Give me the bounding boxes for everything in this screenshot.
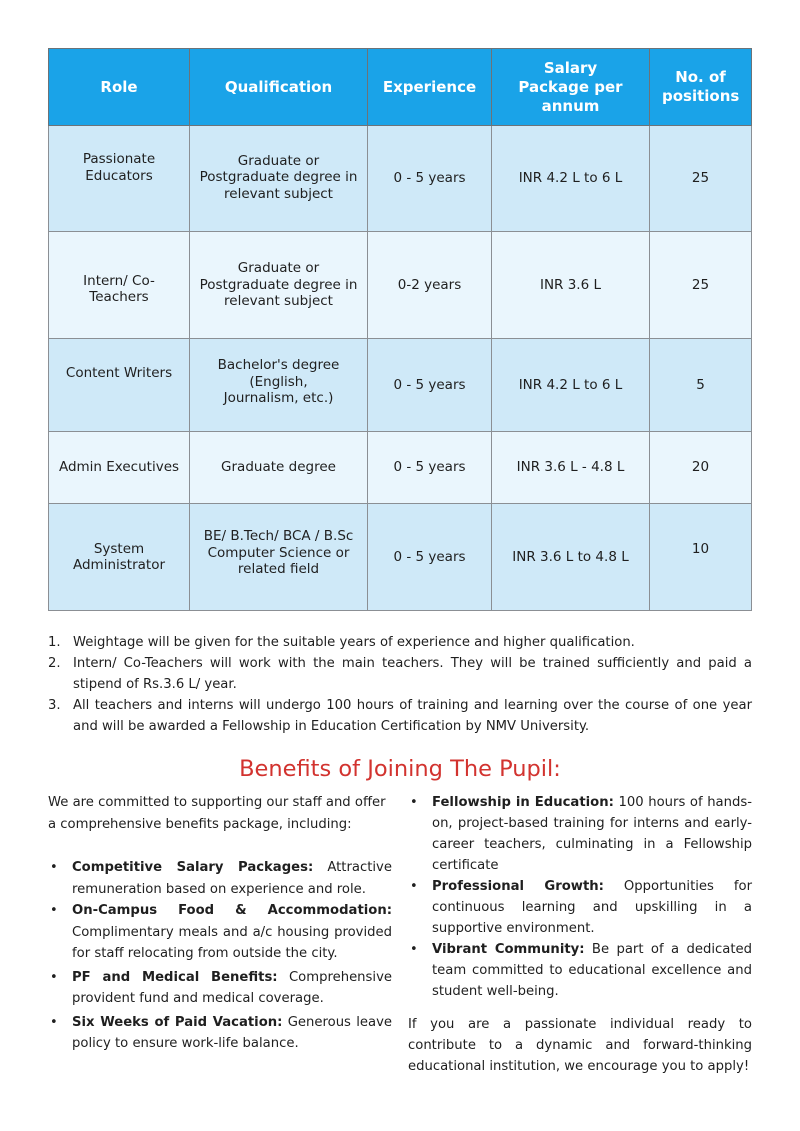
role-cell: Passionate Educators: [49, 126, 190, 232]
experience-cell: 0 - 5 years: [368, 339, 492, 432]
benefit-item: [48, 857, 392, 900]
benefits-list-right: [408, 792, 752, 1002]
header-positions: No. of positions: [650, 49, 752, 126]
positions-table: [48, 48, 752, 611]
benefit-label: Six Weeks of Paid Vacation:: [72, 1014, 283, 1030]
benefit-label: Professional Growth:: [432, 879, 604, 894]
benefit-label: Vibrant Community:: [432, 942, 585, 957]
table-row: [49, 232, 752, 339]
benefit-label: On-Campus Food & Accommodation:: [72, 903, 392, 918]
benefit-label: PF and Medical Benefits:: [72, 969, 278, 985]
bullet-icon: •: [410, 879, 418, 894]
note-text: Weightage will be given for the suitable years of experience and higher qualification.: [73, 635, 635, 650]
bullet-icon: •: [410, 942, 418, 957]
benefit-text: 100 hours of hands-on, project-based training for interns and early-career teachers, culminating in a Fellowship certificate: [432, 795, 752, 873]
qualification-cell: Graduate or Postgraduate degree in relevant subject: [190, 232, 368, 339]
bullet-icon: •: [50, 969, 58, 985]
benefits-right-column: [408, 792, 752, 1077]
benefit-text: Comprehensive provident fund and medical coverage.: [72, 969, 392, 1006]
header-experience: Experience: [368, 49, 492, 126]
benefits-heading: Benefits of Joining The Pupil:: [239, 756, 561, 782]
benefit-item: [408, 792, 752, 876]
benefit-label: Competitive Salary Packages:: [72, 860, 314, 875]
bullet-icon: •: [50, 903, 58, 918]
header-salary: Salary Package per annum: [492, 49, 650, 126]
benefit-text: Be part of a dedicated team committed to educational excellence and student well-being.: [432, 942, 752, 999]
note-item: [48, 695, 752, 737]
benefit-text: Generous leave policy to ensure work-life balance.: [72, 1014, 392, 1051]
notes-list: [48, 632, 752, 737]
note-text: All teachers and interns will undergo 100 hours of training and learning over the course of one year and will be awarded a Fellowship in Education Certification by NMV University.: [73, 698, 752, 734]
benefits-left-column: [48, 792, 392, 1055]
table-row: [49, 504, 752, 611]
table-row: [49, 432, 752, 504]
note-number: 2.: [48, 656, 61, 671]
note-number: 1.: [48, 635, 61, 650]
qualification-cell: Graduate or Postgraduate degree in relevant subject: [190, 126, 368, 232]
bullet-icon: •: [50, 1014, 58, 1030]
note-number: 3.: [48, 698, 61, 713]
experience-cell: 0 - 5 years: [368, 126, 492, 232]
benefit-text: Attractive remuneration based on experience and role.: [72, 860, 392, 897]
benefit-text: Opportunities for continuous learning and upskilling in a supportive environment.: [432, 879, 752, 936]
note-text: Intern/ Co-Teachers will work with the main teachers. They will be trained sufficiently and paid a stipend of Rs.3.6 L/ year.: [73, 656, 752, 692]
role-cell: Content Writers: [49, 339, 190, 432]
benefit-item: [48, 967, 392, 1010]
positions-cell: 10: [650, 504, 752, 611]
salary-cell: INR 4.2 L to 6 L: [492, 126, 650, 232]
benefit-item: [48, 900, 392, 965]
benefits-list-left: [48, 857, 392, 1055]
table-row: [49, 339, 752, 432]
header-role: Role: [49, 49, 190, 126]
header-qualification: Qualification: [190, 49, 368, 126]
note-item: [48, 653, 752, 695]
positions-cell: 20: [650, 432, 752, 504]
note-item: [48, 632, 752, 653]
qualification-cell: Bachelor's degree (English, Journalism, etc.): [190, 339, 368, 432]
benefits-intro: We are committed to supporting our staff and offer a comprehensive benefits package, including:: [48, 795, 386, 832]
benefit-label: Fellowship in Education:: [432, 795, 614, 810]
salary-cell: INR 3.6 L to 4.8 L: [492, 504, 650, 611]
experience-cell: 0 - 5 years: [368, 432, 492, 504]
role-cell: Admin Executives: [49, 432, 190, 504]
salary-cell: INR 4.2 L to 6 L: [492, 339, 650, 432]
positions-cell: 5: [650, 339, 752, 432]
qualification-cell: Graduate degree: [190, 432, 368, 504]
role-cell: System Administrator: [49, 504, 190, 611]
role-cell: Intern/ Co-Teachers: [49, 232, 190, 339]
qualification-cell: BE/ B.Tech/ BCA / B.Sc Computer Science or related field: [190, 504, 368, 611]
benefit-item: [48, 1012, 392, 1055]
benefit-item: [408, 939, 752, 1002]
table-header-row: [49, 49, 752, 126]
table-row: [49, 126, 752, 232]
bullet-icon: •: [410, 795, 418, 810]
positions-cell: 25: [650, 232, 752, 339]
salary-cell: INR 3.6 L - 4.8 L: [492, 432, 650, 504]
closing-paragraph: If you are a passionate individual ready to contribute to a dynamic and forward-thinking educational institution, we encourage you to apply!: [408, 1017, 752, 1074]
experience-cell: 0-2 years: [368, 232, 492, 339]
benefit-text: Complimentary meals and a/c housing provided for staff relocating from outside the city.: [72, 924, 392, 961]
positions-cell: 25: [650, 126, 752, 232]
benefit-item: [408, 876, 752, 939]
salary-cell: INR 3.6 L: [492, 232, 650, 339]
experience-cell: 0 - 5 years: [368, 504, 492, 611]
bullet-icon: •: [50, 860, 58, 875]
